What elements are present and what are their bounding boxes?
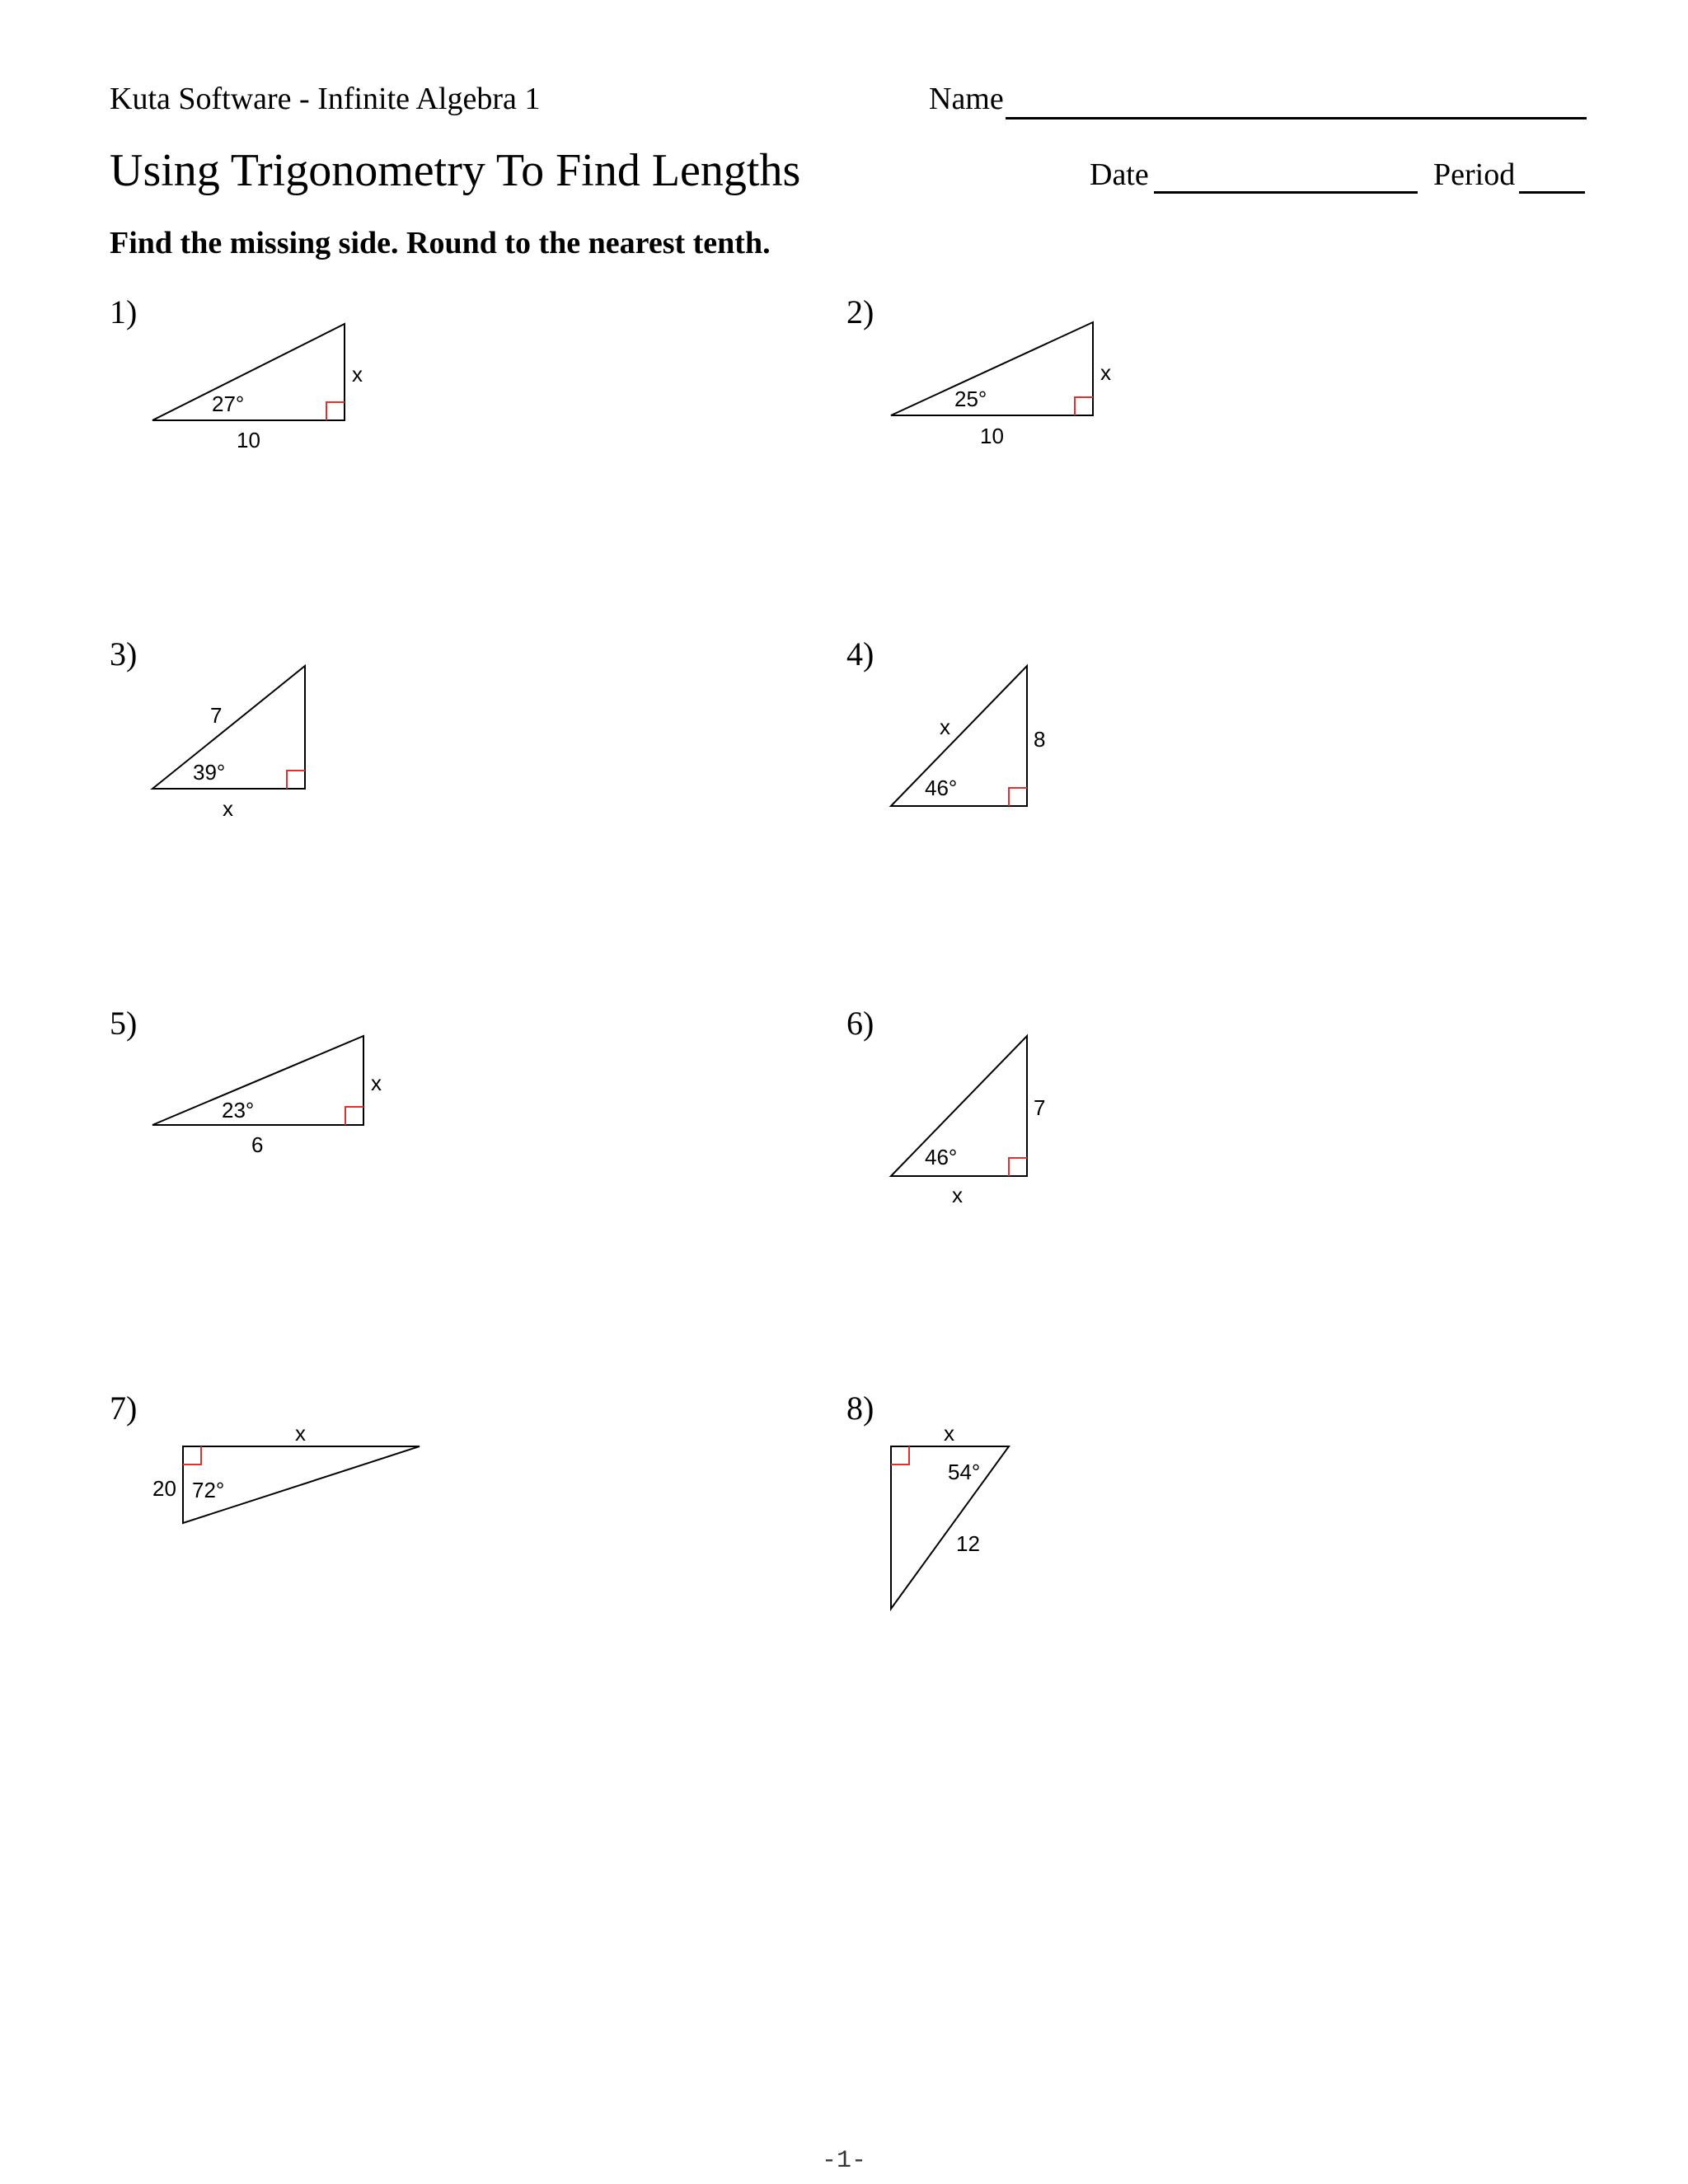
worksheet-title: Using Trigonometry To Find Lengths [110,145,801,196]
right-angle-marker-5 [345,1107,363,1125]
triangle-4 [891,666,1027,806]
side-label-5b: x [371,1071,382,1095]
page-number: -1- [821,2147,866,2175]
problem-number-6: 6) [846,1005,874,1042]
angle-label-3: 39° [193,760,226,785]
side-label-1a: 10 [237,428,260,452]
side-label-3a: 7 [210,703,223,728]
side-label-2b: x [1100,360,1111,385]
angle-label-8: 54° [948,1460,981,1484]
problem-number-1: 1) [110,293,138,330]
triangle-3 [152,666,305,789]
problem-number-4: 4) [846,635,874,673]
triangle-2 [891,322,1093,415]
side-label-2a: 10 [980,424,1004,448]
period-label: Period [1433,157,1516,192]
angle-label-7: 72° [192,1478,225,1502]
side-label-5a: 6 [251,1132,264,1157]
side-label-8a: x [944,1421,954,1446]
side-label-6a: 7 [1034,1095,1046,1120]
side-label-7a: 20 [152,1476,176,1501]
angle-label-2: 25° [954,387,987,411]
date-label: Date [1090,157,1149,192]
angle-label-1: 27° [212,391,245,416]
right-angle-marker-6 [1009,1158,1027,1176]
name-label: Name [929,82,1004,116]
right-angle-marker-4 [1009,788,1027,806]
side-label-3b: x [223,796,233,821]
side-label-4b: 8 [1034,727,1046,752]
angle-label-4: 46° [925,776,958,800]
side-label-6b: x [952,1183,963,1207]
angle-label-5: 23° [222,1098,255,1122]
problem-number-8: 8) [846,1390,874,1427]
problem-number-5: 5) [110,1005,138,1042]
problem-number-7: 7) [110,1390,138,1427]
side-label-4a: x [940,715,950,739]
triangle-5 [152,1036,363,1125]
side-label-7b: x [295,1421,306,1446]
right-angle-marker-3 [287,771,305,789]
right-angle-marker-1 [326,402,345,420]
instructions: Find the missing side. Round to the nearest tenth. [110,226,771,260]
problem-number-3: 3) [110,635,138,673]
right-angle-marker-2 [1075,397,1093,415]
publisher-label: Kuta Software - Infinite Algebra 1 [110,82,541,116]
side-label-1b: x [352,362,363,387]
problem-number-2: 2) [846,293,874,330]
right-angle-marker-8 [891,1446,909,1465]
right-angle-marker-7 [183,1446,201,1465]
side-label-8b: 12 [956,1531,980,1556]
triangle-6 [891,1036,1027,1176]
angle-label-6: 46° [925,1145,958,1169]
triangle-1 [152,324,345,420]
